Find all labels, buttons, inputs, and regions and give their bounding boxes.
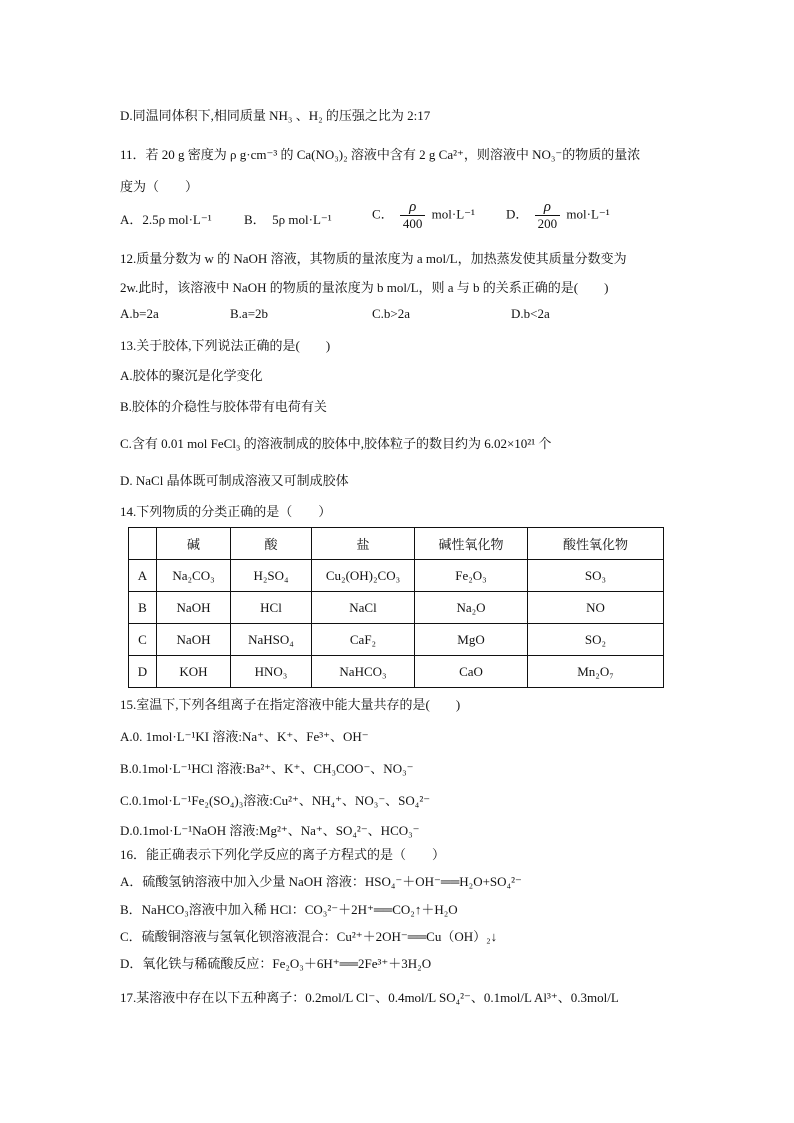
- q11-option-d-label: D．: [506, 206, 529, 222]
- table-cell: NaCl: [312, 592, 415, 624]
- table-cell: NaHSO₄: [231, 624, 312, 656]
- table-cell: SO₂: [528, 624, 664, 656]
- classification-table: [128, 527, 664, 688]
- q11-option-a: A．2.5ρ mol·L⁻¹: [120, 212, 212, 227]
- table-cell: NaHCO₃: [312, 656, 415, 688]
- q12-stem-line1: 12.质量分数为 w 的 NaOH 溶液，其物质的量浓度为 a mol/L，加热蒸发使其质量分数变为: [120, 251, 627, 266]
- table-cell: NO: [528, 592, 664, 624]
- q13-option-a: A.胶体的聚沉是化学变化: [120, 368, 263, 383]
- table-cell: HNO₃: [231, 656, 312, 688]
- q13-option-d: D. NaCl 晶体既可制成溶液又可制成胶体: [120, 473, 349, 488]
- table-cell: Mn₂O₇: [528, 656, 664, 688]
- q13-stem: 13.关于胶体,下列说法正确的是( ): [120, 338, 331, 353]
- table-row: [129, 624, 664, 656]
- table-cell: SO₃: [528, 560, 664, 592]
- q15-stem: 15.室温下,下列各组离子在指定溶液中能大量共存的是( ): [120, 697, 461, 712]
- table-header-row: [129, 528, 664, 560]
- table-header-cell: 碱: [157, 528, 231, 560]
- q15-option-c: C.0.1mol·L⁻¹Fe₂(SO₄)₃溶液:Cu²⁺、NH₄⁺、NO₃⁻、SO₄²⁻: [120, 793, 431, 808]
- q11-option-c-unit: mol·L⁻¹: [431, 206, 475, 222]
- table-cell: Cu₂(OH)₂CO₃: [312, 560, 415, 592]
- table-row: [129, 656, 664, 688]
- table-header-cell: 碱性氧化物: [415, 528, 528, 560]
- q12-option-c: C.b>2a: [372, 306, 411, 321]
- table-cell: Na₂CO₃: [157, 560, 231, 592]
- q16-option-b: B．NaHCO₃溶液中加入稀 HCl：CO₃²⁻＋2H⁺══CO₂↑＋H₂O: [120, 902, 458, 917]
- table-cell: CaF₂: [312, 624, 415, 656]
- q11-option-d-numerator: ρ: [543, 199, 551, 215]
- table-cell: NaOH: [157, 592, 231, 624]
- table-cell: D: [129, 656, 157, 688]
- q16-option-d: D．氧化铁与稀硫酸反应：Fe₂O₃＋6H⁺══2Fe³⁺＋3H₂O: [120, 956, 432, 971]
- q11-option-b: B． 5ρ mol·L⁻¹: [244, 212, 332, 227]
- q11-option-d-unit: mol·L⁻¹: [566, 206, 610, 222]
- table-cell: MgO: [415, 624, 528, 656]
- q17-stem: 17.某溶液中存在以下五种离子：0.2mol/L Cl⁻、0.4mol/L SO₄²⁻、0.1mol/L Al³⁺、0.3mol/L: [120, 990, 619, 1005]
- q11-option-c-denominator: 400: [400, 215, 426, 231]
- q12-option-d: D.b<2a: [511, 306, 550, 321]
- q15-option-b: B.0.1mol·L⁻¹HCl 溶液:Ba²⁺、K⁺、CH₃COO⁻、NO₃⁻: [120, 761, 414, 776]
- table-cell: H₂SO₄: [231, 560, 312, 592]
- q12-option-b: B.a=2b: [230, 306, 269, 321]
- table-header-cell: 盐: [312, 528, 415, 560]
- table-cell: NaOH: [157, 624, 231, 656]
- q12-option-a: A.b=2a: [120, 306, 159, 321]
- q10-option-d: D.同温同体积下,相同质量 NH₃ 、H₂ 的压强之比为 2:17: [120, 108, 431, 123]
- q14-stem: 14.下列物质的分类正确的是（ ）: [120, 504, 332, 519]
- table-header-cell: 酸: [231, 528, 312, 560]
- q11-option-c-numerator: ρ: [409, 199, 417, 215]
- table-cell: Na₂O: [415, 592, 528, 624]
- q11-option-d-denominator: 200: [535, 215, 561, 231]
- q11-option-c-label: C．: [372, 206, 394, 222]
- q16-option-c: C．硫酸铜溶液与氢氧化钡溶液混合：Cu²⁺＋2OH⁻══Cu（OH）₂↓: [120, 929, 498, 944]
- table-cell: Fe₂O₃: [415, 560, 528, 592]
- q11-option-c-fraction: [400, 200, 426, 231]
- q13-option-c: C.含有 0.01 mol FeCl₃ 的溶液制成的胶体中,胶体粒子的数目约为 6.02×10²¹ 个: [120, 436, 552, 451]
- q13-option-b: B.胶体的介稳性与胶体带有电荷有关: [120, 399, 327, 414]
- table-header-cell: [129, 528, 157, 560]
- table-cell: C: [129, 624, 157, 656]
- q11-option-c: [372, 200, 475, 231]
- q11-option-d: [506, 200, 610, 231]
- q15-option-a: A.0. 1mol·L⁻¹KI 溶液:Na⁺、K⁺、Fe³⁺、OH⁻: [120, 729, 369, 744]
- q11-stem-line2: 度为（ ）: [120, 179, 199, 194]
- table-cell: B: [129, 592, 157, 624]
- q11-stem-line1: 11．若 20 g 密度为 ρ g·cm⁻³ 的 Ca(NO₃)₂ 溶液中含有 2 g Ca²⁺，则溶液中 NO₃⁻的物质的量浓: [120, 147, 641, 162]
- q16-stem: 16．能正确表示下列化学反应的离子方程式的是（ ）: [120, 847, 446, 862]
- table-cell: HCl: [231, 592, 312, 624]
- table-cell: A: [129, 560, 157, 592]
- table-cell: CaO: [415, 656, 528, 688]
- table-row: [129, 592, 664, 624]
- q15-option-d: D.0.1mol·L⁻¹NaOH 溶液:Mg²⁺、Na⁺、SO₄²⁻、HCO₃⁻: [120, 823, 420, 838]
- table-header-cell: 酸性氧化物: [528, 528, 664, 560]
- table-row: [129, 560, 664, 592]
- q12-stem-line2: 2w.此时，该溶液中 NaOH 的物质的量浓度为 b mol/L，则 a 与 b 的关系正确的是( ): [120, 280, 609, 295]
- q11-option-d-fraction: [535, 200, 561, 231]
- q16-option-a: A．硫酸氢钠溶液中加入少量 NaOH 溶液：HSO₄⁻＋OH⁻══H₂O+SO₄²⁻: [120, 874, 522, 889]
- table-cell: KOH: [157, 656, 231, 688]
